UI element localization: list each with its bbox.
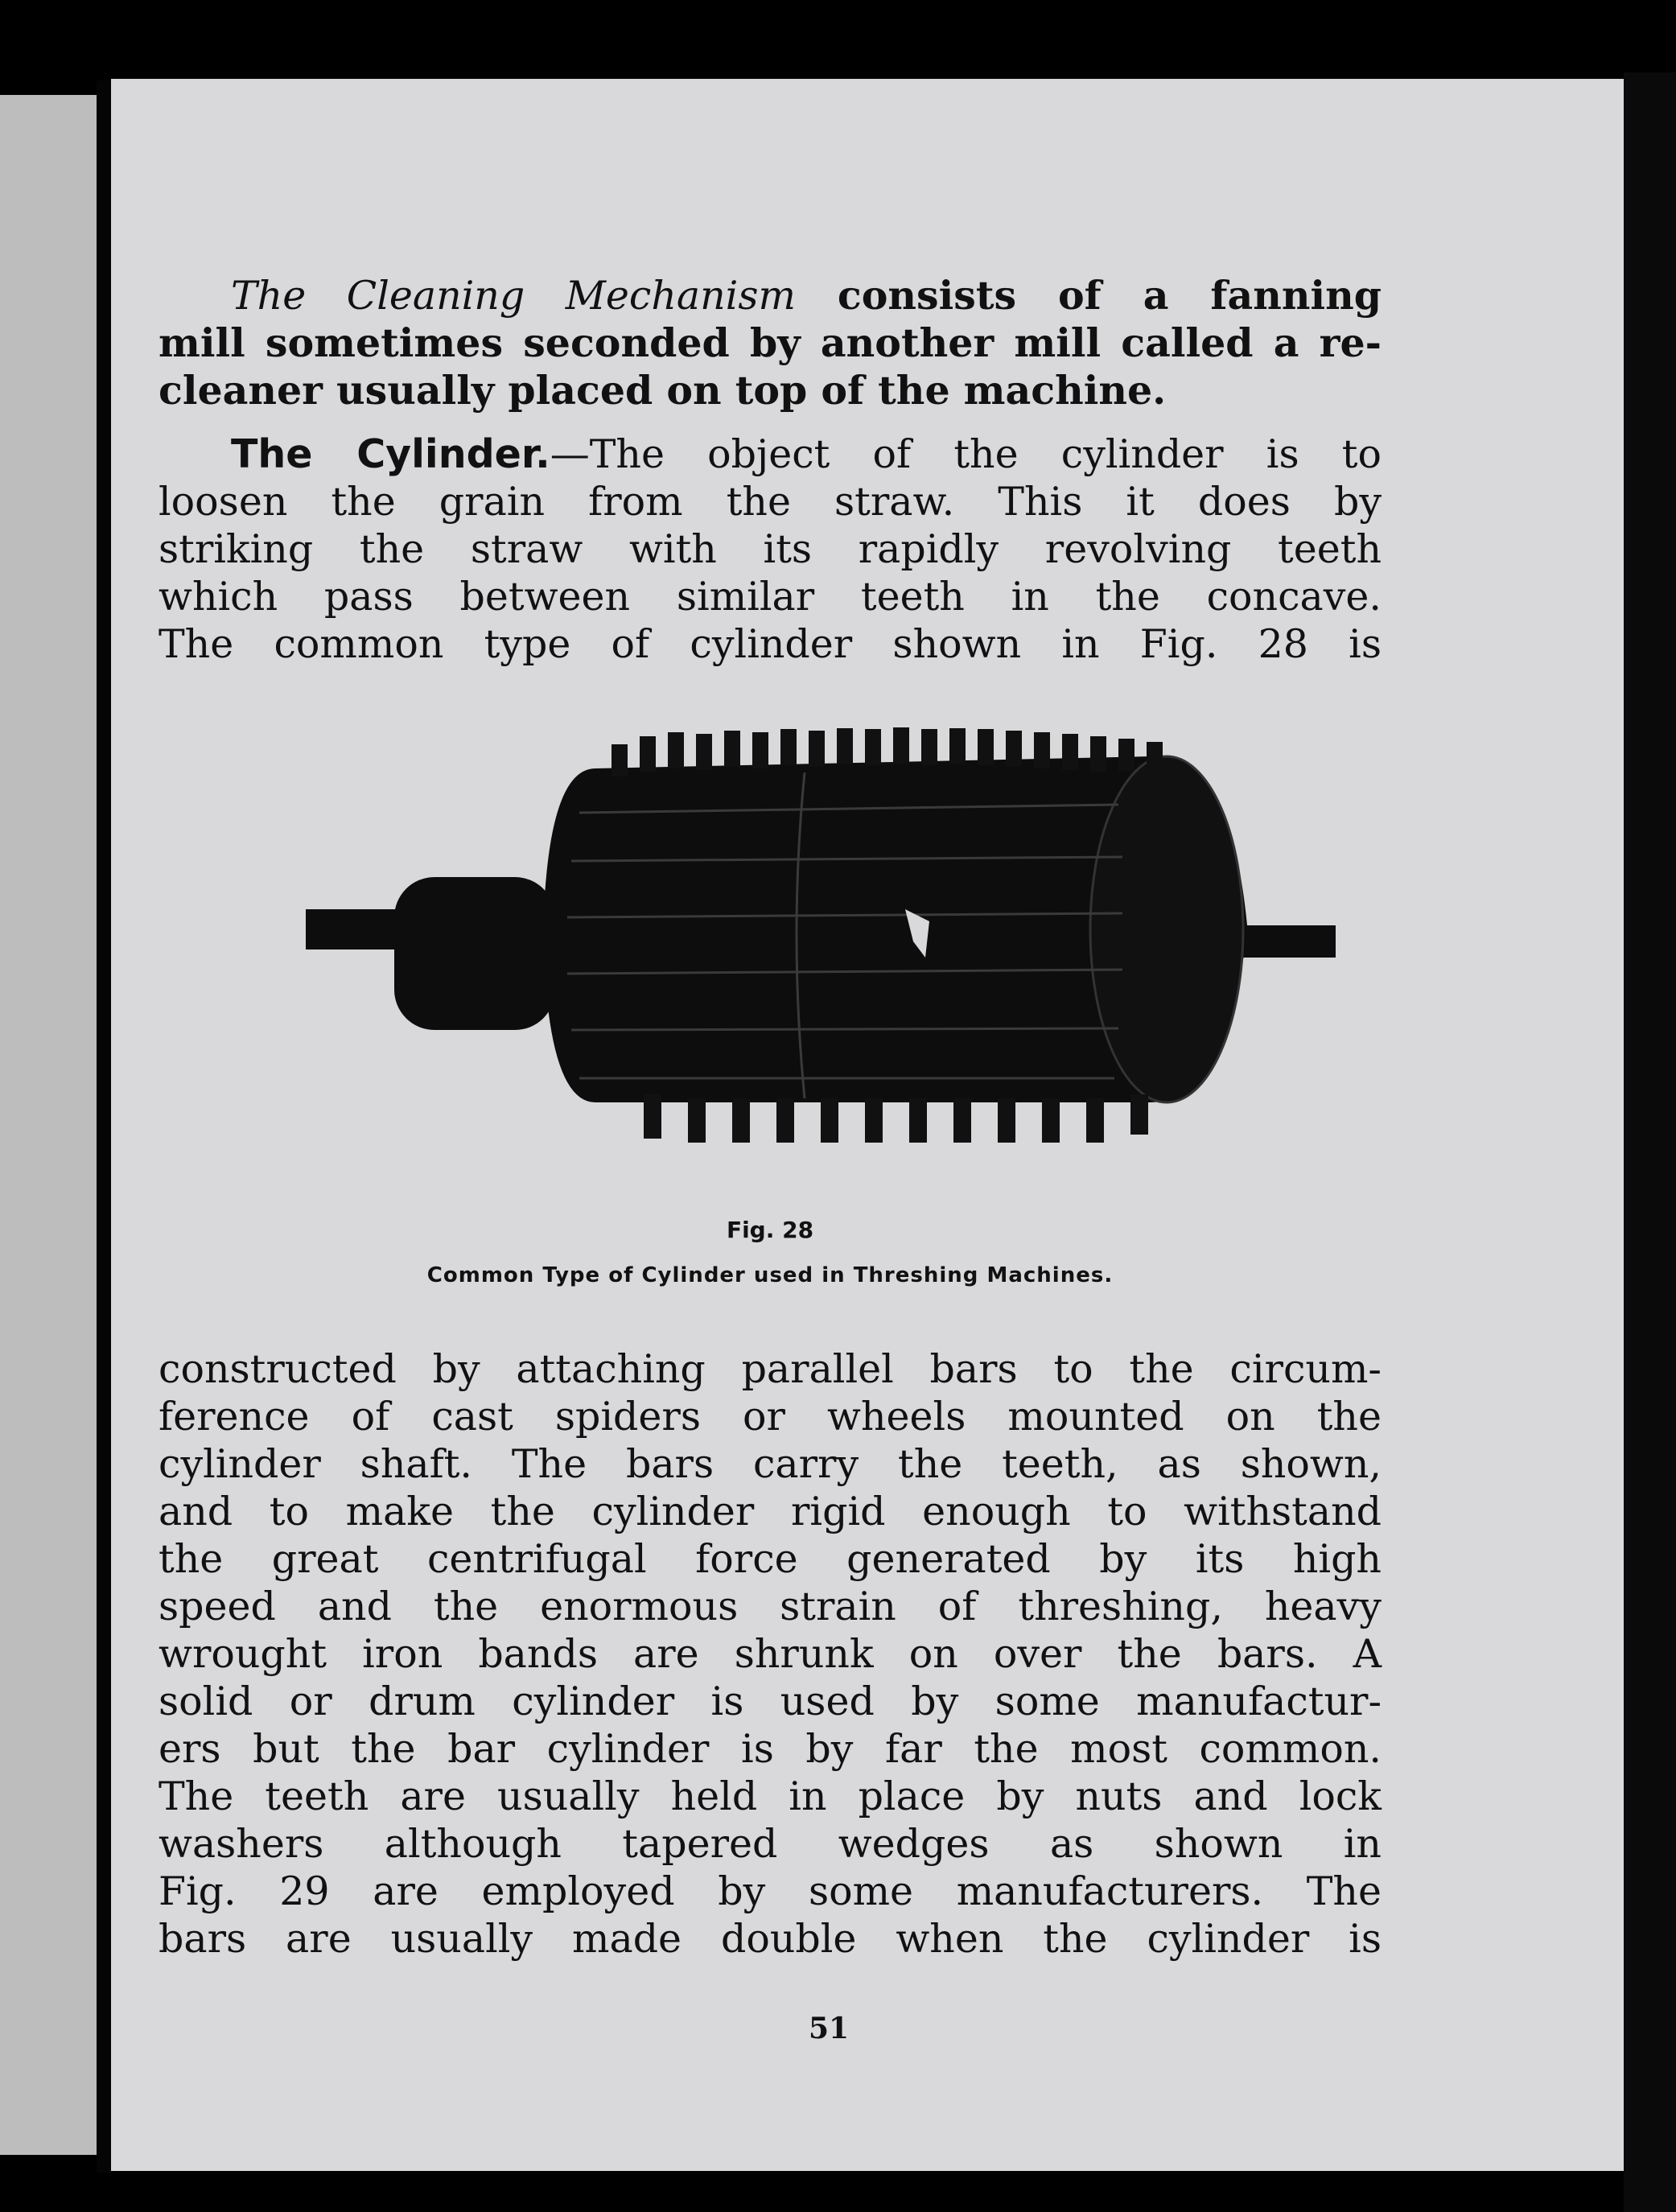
- paragraph-cylinder: [159, 430, 1382, 668]
- figure-number: Fig. 28: [726, 1217, 814, 1243]
- figure-caption: Common Type of Cylinder used in Threshing Machines.: [426, 1263, 1114, 1287]
- cleaning-mechanism-term: The Cleaning Mechanism: [231, 273, 796, 319]
- page-number: 51: [808, 2012, 850, 2045]
- text-line: bars are usually made double when the cylinder is: [159, 1916, 1382, 1962]
- text-line: Fig. 29 are employed by some manufacturers. The: [159, 1868, 1382, 1914]
- text-line: mill sometimes seconded by another mill called a re-: [159, 319, 1382, 366]
- text-line: striking the straw with its rapidly revolving teeth: [159, 526, 1382, 572]
- text-line: which pass between similar teeth in the concave.: [159, 574, 1382, 620]
- text-line: solid or drum cylinder is used by some manufactur-: [159, 1679, 1382, 1724]
- text-line: The common type of cylinder shown in Fig. 28 is: [159, 621, 1382, 667]
- text-line: ference of cast spiders or wheels mounted on the: [159, 1394, 1382, 1440]
- facing-page-edge: [0, 95, 97, 2155]
- text-line: cleaner usually placed on top of the machine.: [159, 367, 1167, 414]
- text-line: cylinder shaft. The bars carry the teeth, as shown,: [159, 1441, 1382, 1487]
- pulley-hub: [394, 877, 555, 1030]
- text-line: consists of a fanning: [795, 272, 1382, 319]
- text-line: —The object of the cylinder is to: [550, 431, 1382, 477]
- text-line: wrought iron bands are shrunk on over the bars. A: [159, 1631, 1382, 1677]
- text-line: ers but the bar cylinder is by far the most common.: [159, 1726, 1382, 1772]
- shaft-right: [1239, 925, 1336, 958]
- paragraph-cleaning-mechanism: [159, 272, 1382, 414]
- text-line: washers although tapered wedges as shown in: [159, 1821, 1382, 1867]
- book-gutter: [97, 80, 111, 2173]
- paragraph-construction: [159, 1345, 1382, 1963]
- text-line: speed and the enormous strain of threshing, heavy: [159, 1584, 1382, 1629]
- scan-border: [1624, 72, 1676, 2212]
- cylinder-end-disc: [1090, 756, 1243, 1102]
- text-line: loosen the grain from the straw. This it does by: [159, 479, 1382, 525]
- text-line: and to make the cylinder rigid enough to withstand: [159, 1489, 1382, 1534]
- text-line: The teeth are usually held in place by nuts and lock: [159, 1773, 1382, 1819]
- text-line: constructed by attaching parallel bars to the circum-: [159, 1346, 1382, 1392]
- cylinder-illustration: [306, 724, 1368, 1183]
- section-heading: The Cylinder.: [231, 431, 550, 477]
- text-line: the great centrifugal force generated by its high: [159, 1536, 1382, 1582]
